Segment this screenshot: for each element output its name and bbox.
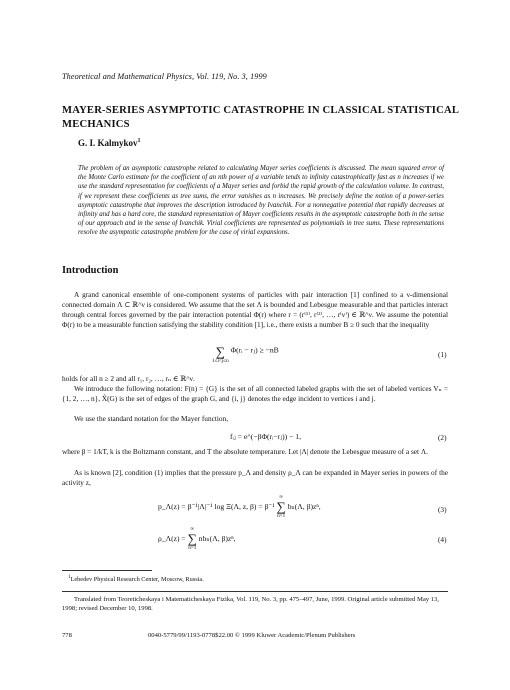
abstract: The problem of an asymptotic catastrophe related to calculating Mayer series coefficients is discussed. The mean squared error of the Monte Carlo estimate for the coefficient of an nth power of a variable tends to infinity catastrophically fast as n increases if we use the standard representation for coefficients of a Mayer series and forbid the rapid growth of the calculation volume. In contrast, if we represent these coefficients as tree sums, the error vanishes as n increases. We precisely define the notion of a power-series asymptotic catastrophe that improves the description introduced by Ivanchik. For a nonnegative potential that rapidly decreases at infinity and has a hard core, the standard representation of Mayer coefficients results in the asymptotic catastrophe both in the sense of our approach and in the sense of Ivanchik. Virial coefficients are represented as polynomials in tree sums. These representations resolve the asymptotic catastrophe problem for the case of virial expansions. bbox=[78, 165, 444, 237]
equation-4-number: (4) bbox=[438, 535, 447, 544]
sum-limit-lower: n=1 bbox=[188, 545, 197, 551]
equation-2-number: (2) bbox=[438, 433, 447, 442]
equation-3-left: p_Λ(z) = β⁻¹|Λ|⁻¹ log Ξ(Λ, z, β) = β⁻¹ bbox=[158, 502, 275, 511]
equation-3 bbox=[158, 494, 321, 519]
author-name: G. I. Kalmykov bbox=[78, 138, 138, 148]
equation-4-left: ρ_Λ(z) = bbox=[158, 534, 186, 543]
journal-header: Theoretical and Mathematical Physics, Vol. 119, No. 3, 1999 bbox=[62, 72, 267, 81]
sum-limit-lower: 1≤i<j≤n bbox=[212, 358, 229, 364]
equation-2: fᵢⱼ = e^(−βΦ(rᵢ−rⱼ)) − 1, bbox=[230, 432, 301, 441]
equation-3-number: (3) bbox=[438, 505, 447, 514]
footnote bbox=[68, 575, 204, 583]
footnote-mark: 1 bbox=[68, 575, 71, 580]
sum-symbol: ∑ 1≤i<j≤n bbox=[212, 344, 229, 364]
equation-1-body: Φ(rᵢ − rⱼ) ≥ −nB bbox=[230, 345, 279, 355]
sum-limit-upper: ∞ bbox=[279, 494, 283, 500]
sum-symbol: ∞ ∑ n=1 bbox=[187, 526, 197, 551]
sum-symbol: ∞ ∑ n=1 bbox=[276, 494, 286, 519]
footnote-text: Lebedev Physical Research Center, Moscow, Russia. bbox=[70, 576, 204, 584]
paragraph-intro: A grand canonical ensemble of one-component systems of particles with pair interaction [1] confined to a ν-dimensional connected domain Λ ⊂ ℝ^ν is considered. We assume that the set Λ is bounded and Lebesgue measurable and that particles interact through central forces governed by the pair interaction potential Φ(r) where r = (r⁽¹⁾, r⁽²⁾, …, r⁽ν⁾) ∈ ℝ^ν. We assume the potential Φ(r) to be a measurable function satisfying the stability condition [1], i.e., there exists a number B ≥ 0 such that the inequality bbox=[62, 290, 448, 330]
sum-limit-upper: ∞ bbox=[190, 526, 195, 532]
paragraph-mayer-function: We use the standard notation for the Mayer function, bbox=[74, 414, 229, 423]
section-heading-introduction: Introduction bbox=[62, 265, 119, 276]
translation-note: Translated from Teoreticheskaya i Matematicheskaya Fizika, Vol. 119, No. 3, pp. 475–497, June, 1999. Original article submitted May 13, 1998; revised December 10, 1998. bbox=[62, 596, 439, 612]
paragraph-beta: where β = 1/kT, k is the Boltzmann constant, and T the absolute temperature. Let |Λ| denote the Lebesgue measure of a set Λ. bbox=[62, 447, 428, 456]
equation-4 bbox=[158, 526, 236, 551]
paragraph-holds: holds for all n ≥ 2 and all r₁, r₂, …, rₙ ∈ ℝ^ν. bbox=[62, 374, 195, 383]
equation-1-number: (1) bbox=[438, 350, 447, 359]
paper-title: MAYER-SERIES ASYMPTOTIC CATASTROPHE IN CLASSICAL STATISTICAL MECHANICS bbox=[62, 105, 459, 130]
paragraph-notation: We introduce the following notation: F(n) = {G} is the set of all connected labeled graphs with the set of labeled vertices Vₙ = {1, 2, …, n}, X̃(G) is the set of edges of the graph G, and {i, j} denotes the edge incident to vertices i and j. bbox=[62, 384, 448, 404]
translation-divider bbox=[62, 591, 448, 592]
footnote-divider bbox=[62, 570, 152, 571]
page-number: 778 bbox=[62, 632, 72, 639]
equation-1 bbox=[212, 345, 279, 364]
publisher-imprint: 0040-5779/99/1193-0778$22.00 © 1999 Kluwer Academic/Plenum Publishers bbox=[148, 632, 356, 639]
equation-4-right: nbₙ(Λ, β)zⁿ, bbox=[198, 534, 236, 543]
author-footnote-mark: 1 bbox=[137, 138, 141, 144]
author-line bbox=[78, 138, 141, 148]
paragraph-pressure: As is known [2], condition (1) implies that the pressure p_Λ and density ρ_Λ can be expanded in Mayer series in powers of the activity z, bbox=[62, 468, 448, 488]
equation-3-right: bₙ(Λ, β)zⁿ, bbox=[287, 502, 321, 511]
sum-limit-lower: n=1 bbox=[277, 513, 286, 519]
